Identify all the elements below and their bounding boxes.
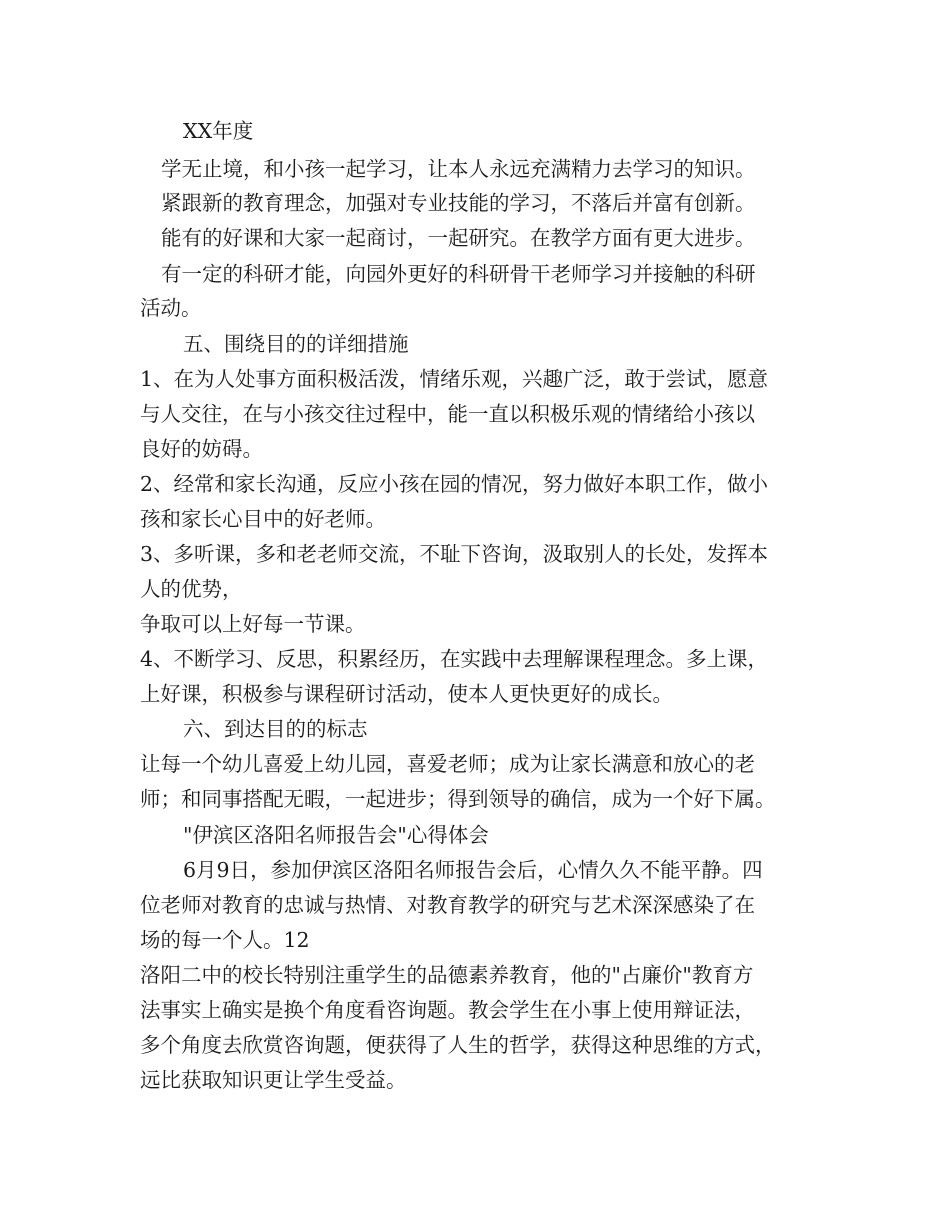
text-line: 远比获取知识更让学生受益。 [140,1068,407,1092]
text-line: 4、不断学习、反思，积累经历，在实践中去理解课程理念。多上课， [140,647,769,671]
text-line: XX年度 [183,119,254,143]
text-line: 紧跟新的教育理念，加强对专业技能的学习，不落后并富有创新。 [161,191,756,215]
text-line: 有一定的科研才能，向园外更好的科研骨干老师学习并接触的科研 [161,262,756,286]
text-line: 活动。 [140,296,202,320]
text-line: 让每一个幼儿喜爱上幼儿园，喜爱老师；成为让家长满意和放心的老 [140,752,755,776]
text-line: 人的优势， [140,577,243,601]
text-line: 孩和家长心目中的好老师。 [140,507,386,531]
text-line: 良好的妨碍。 [140,437,263,461]
text-line: 上好课，积极参与课程研讨活动，使本人更快更好的成长。 [140,682,673,706]
text-line: 位老师对教育的忠诚与热情、对教育教学的研究与艺术深深感染了在 [140,893,755,917]
text-line: 1、在为人处事方面积极活泼，情绪乐观，兴趣广泛，敢于尝试，愿意 [140,367,769,391]
text-line: 学无止境，和小孩一起学习，让本人永远充满精力去学习的知识。 [161,157,756,181]
text-line: 2、经常和家长沟通，反应小孩在园的情况，努力做好本职工作，做小 [140,472,769,496]
text-line: 多个角度去欣赏咨询题，便获得了人生的哲学，获得这种思维的方式， [140,1033,776,1057]
text-line: 6月9日，参加伊滨区洛阳名师报告会后，心情久久不能平静。四 [183,858,763,882]
text-line: 争取可以上好每一节课。 [140,612,366,636]
text-line: 法事实上确实是换个角度看咨询题。教会学生在小事上使用辩证法， [140,998,755,1022]
section-heading: 六、到达目的的标志 [183,717,368,741]
text-line: 师；和同事搭配无暇，一起进步；得到领导的确信，成为一个好下属。 [140,787,776,811]
section-heading: 五、围绕目的的详细措施 [183,332,409,356]
text-line: 洛阳二中的校长特别注重学生的品德素养教育，他的"占廉价"教育方 [140,963,754,987]
text-line: 场的每一个人。12 [140,928,310,952]
text-line: 3、多听课，多和老老师交流，不耻下咨询，汲取别人的长处，发挥本 [140,542,769,566]
text-line: 能有的好课和大家一起商讨，一起研究。在教学方面有更大进步。 [161,226,756,250]
article-title: "伊滨区洛阳名师报告会"心得体会 [183,823,489,847]
text-line: 与人交往，在与小孩交往过程中，能一直以积极乐观的情绪给小孩以 [140,402,755,426]
